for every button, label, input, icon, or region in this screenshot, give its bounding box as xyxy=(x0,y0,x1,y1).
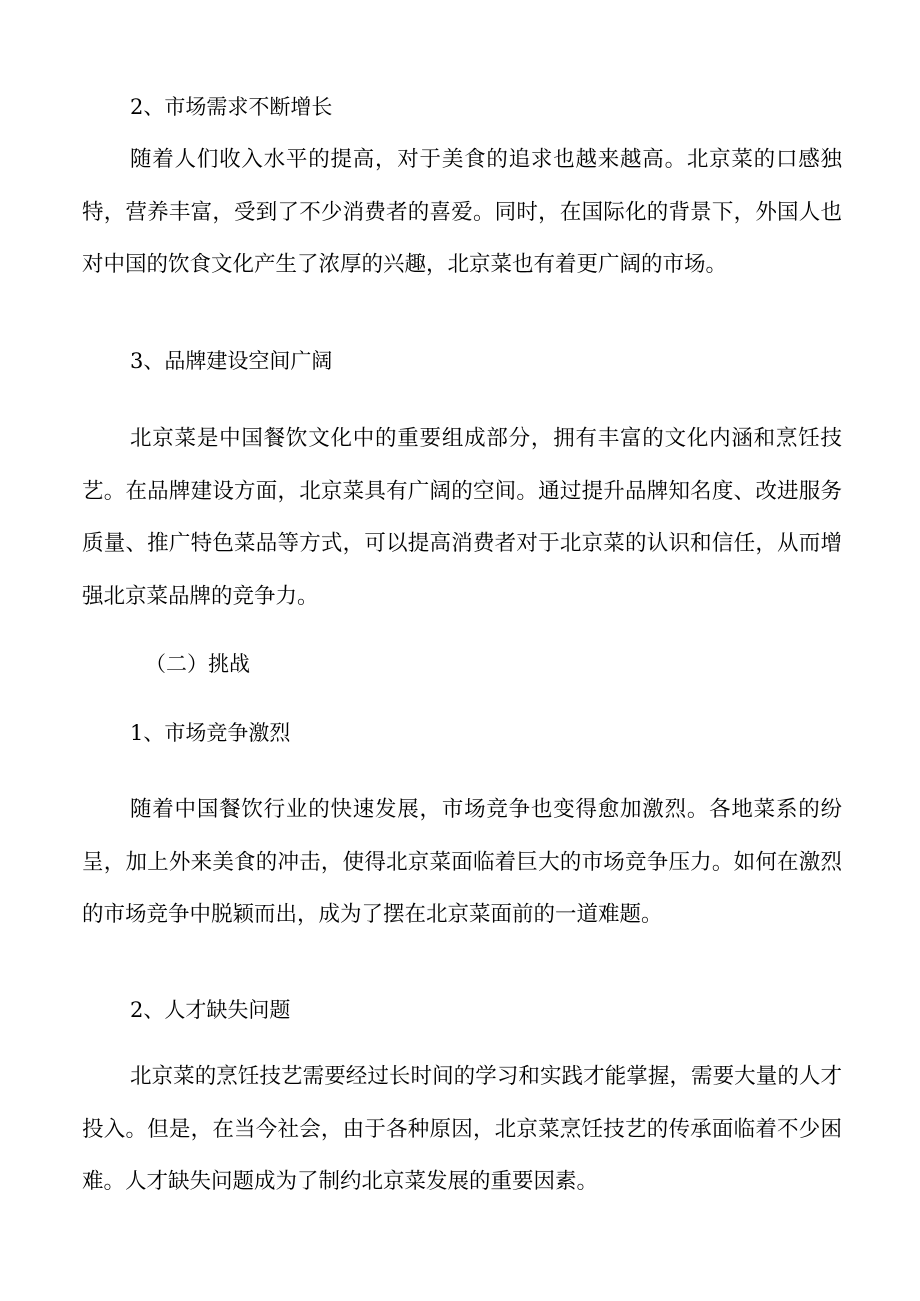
heading-market-demand: 2、市场需求不断增长 xyxy=(130,95,333,119)
paragraph-market-demand: 随着人们收入水平的提高，对于美食的追求也越来越高。北京菜的口感独特，营养丰富，受到了不少消费者的喜爱。同时，在国际化的背景下，外国人也对中国的饮食文化产生了浓厚的兴趣，北京菜也有着更广阔的市场。 xyxy=(82,147,842,278)
paragraph-talent: 北京菜的烹饪技艺需要经过长时间的学习和实践才能掌握，需要大量的人才投入。但是，在当今社会，由于各种原因，北京菜烹饪技艺的传承面临着不少困难。人才缺失问题成为了制约北京菜发展的重要因素。 xyxy=(82,1064,842,1195)
heading-brand-space: 3、品牌建设空间广阔 xyxy=(130,349,333,373)
heading-challenges: （二）挑战 xyxy=(145,652,250,676)
heading-talent: 2、人才缺失问题 xyxy=(130,998,291,1022)
paragraph-competition: 随着中国餐饮行业的快速发展，市场竞争也变得愈加激烈。各地菜系的纷呈，加上外来美食的冲击，使得北京菜面临着巨大的市场竞争压力。如何在激烈的市场竞争中脱颖而出，成为了摆在北京菜面前的一道难题。 xyxy=(82,797,842,928)
paragraph-brand-space: 北京菜是中国餐饮文化中的重要组成部分，拥有丰富的文化内涵和烹饪技艺。在品牌建设方面，北京菜具有广阔的空间。通过提升品牌知名度、改进服务质量、推广特色菜品等方式，可以提高消费者对于北京菜的认识和信任，从而增强北京菜品牌的竞争力。 xyxy=(82,426,842,609)
heading-competition: 1、市场竞争激烈 xyxy=(130,721,291,745)
